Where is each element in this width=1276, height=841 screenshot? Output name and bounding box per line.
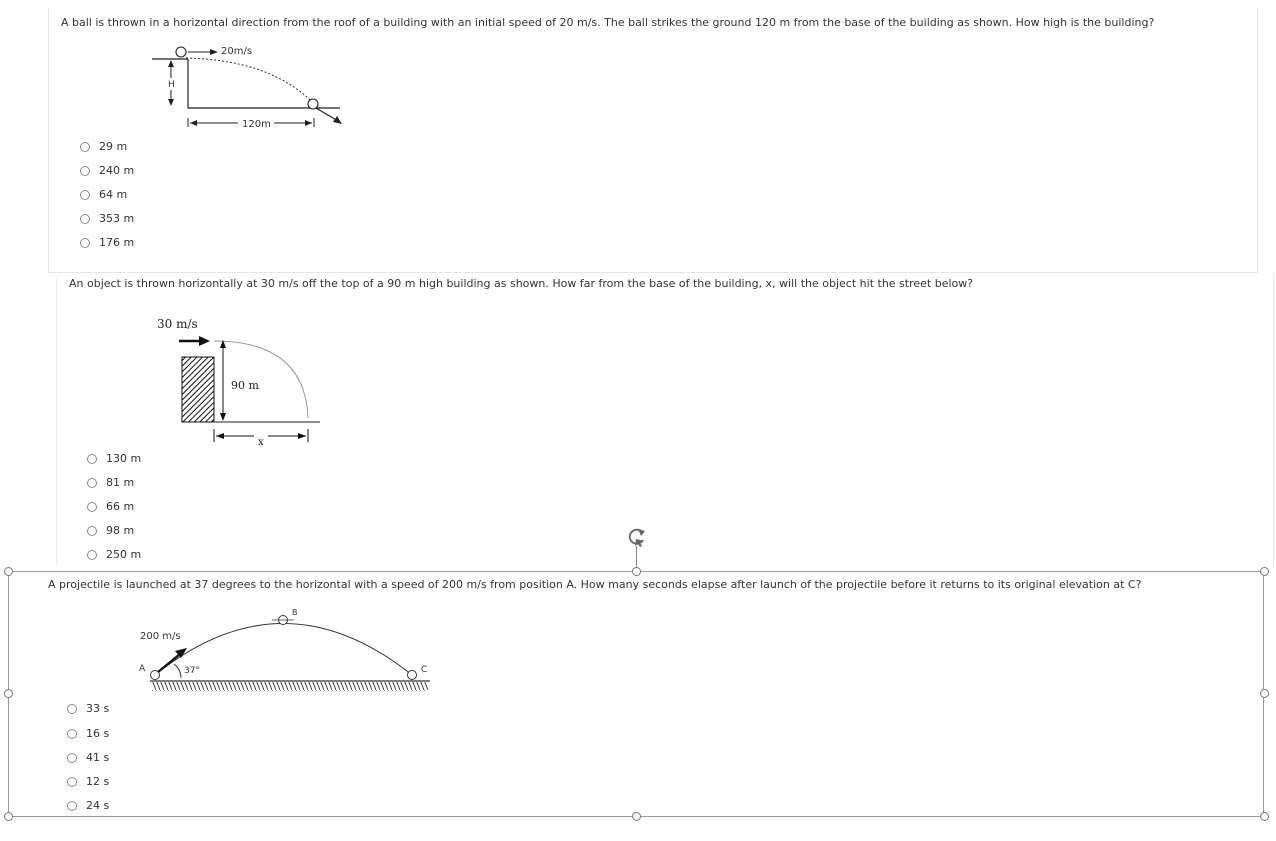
radio-button[interactable] [67, 729, 77, 739]
q3-option-3[interactable]: 41 s [67, 751, 109, 764]
question-3-text: A projectile is launched at 37 degrees to the horizontal with a speed of 200 m/s from position A. How many seconds elapse after launch of the projectile before it returns to its original elevation at C? [48, 578, 1142, 591]
question-2-text: An object is thrown horizontally at 30 m/s off the top of a 90 m high building as shown. How far from the base of the building, x, will the object hit the street below? [69, 277, 974, 290]
question-2-figure [0, 310, 400, 470]
q2-distance-label: x [258, 437, 264, 448]
radio-button[interactable] [67, 777, 77, 787]
q1-option-2[interactable]: 240 m [80, 164, 134, 177]
q2-speed-label: 30 m/s [157, 317, 198, 331]
q3-angle-label: 37° [184, 666, 200, 676]
q2-option-5[interactable]: 250 m [87, 548, 141, 561]
q2-option-1[interactable]: 130 m [87, 452, 141, 465]
resize-handle-bottom-right[interactable] [1260, 812, 1269, 821]
q1-option-3[interactable]: 64 m [80, 188, 127, 201]
q2-option-4[interactable]: 98 m [87, 524, 134, 537]
q3-option-4[interactable]: 12 s [67, 775, 109, 788]
resize-handle-bottom[interactable] [632, 812, 641, 821]
resize-handle-bottom-left[interactable] [4, 812, 13, 821]
radio-button[interactable] [67, 704, 77, 714]
q3-option-2[interactable]: 16 s [67, 727, 109, 740]
radio-button[interactable] [80, 190, 90, 200]
radio-button[interactable] [80, 142, 90, 152]
q2-height-label: 90 m [231, 379, 259, 392]
radio-button[interactable] [80, 214, 90, 224]
q1-option-1[interactable]: 29 m [80, 140, 127, 153]
radio-button[interactable] [87, 550, 97, 560]
radio-button[interactable] [80, 238, 90, 248]
radio-button[interactable] [87, 454, 97, 464]
radio-button[interactable] [67, 753, 77, 763]
radio-button[interactable] [87, 502, 97, 512]
q3-point-c: C [421, 665, 428, 675]
resize-handle-right[interactable] [1260, 689, 1269, 698]
q3-option-1[interactable]: 33 s [67, 702, 109, 715]
q3-speed-label: 200 m/s [140, 631, 181, 642]
q1-option-5[interactable]: 176 m [80, 236, 134, 249]
radio-button[interactable] [87, 526, 97, 536]
q3-point-a: A [139, 664, 146, 674]
radio-button[interactable] [80, 166, 90, 176]
resize-handle-top-right[interactable] [1260, 567, 1269, 576]
radio-button[interactable] [67, 801, 77, 811]
q1-option-4[interactable]: 353 m [80, 212, 134, 225]
q1-speed-label: 20m/s [221, 46, 253, 57]
q1-distance-label: 120m [242, 119, 271, 130]
q2-option-2[interactable]: 81 m [87, 476, 134, 489]
q1-height-label: H [168, 80, 175, 90]
q3-point-b: B [292, 608, 298, 617]
q2-option-3[interactable]: 66 m [87, 500, 134, 513]
question-3-figure [0, 600, 460, 700]
rotate-icon[interactable] [624, 525, 650, 549]
resize-handle-top-left[interactable] [4, 567, 13, 576]
question-1-text: A ball is thrown in a horizontal direction from the roof of a building with an initial speed of 20 m/s. The ball strikes the ground 120 m from the base of the building as shown. How high is the building? [61, 16, 1155, 29]
resize-handle-top[interactable] [632, 567, 641, 576]
q3-option-5[interactable]: 24 s [67, 799, 109, 812]
radio-button[interactable] [87, 478, 97, 488]
question-1-figure [0, 40, 400, 180]
